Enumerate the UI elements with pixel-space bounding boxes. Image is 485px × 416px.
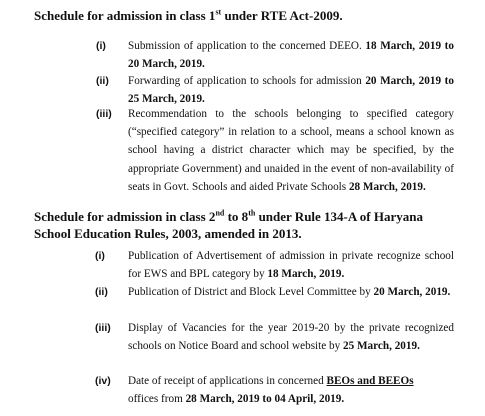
section2-item-date: 18 March, 2019. <box>267 268 345 281</box>
section2-heading-mid: to 8 <box>224 209 249 224</box>
section2-item <box>128 319 454 355</box>
section1-heading-post: under RTE Act-2009. <box>221 8 343 23</box>
section2-item <box>128 283 454 301</box>
section1-item-number: (ii) <box>96 75 109 87</box>
section1-item-text: Submission of application to the concerned DEEO. <box>128 40 366 52</box>
section1-heading-pre: Schedule for admission in class 1 <box>34 8 216 23</box>
section1-item-text: Recommendation to the schools belonging to specified category (“specified category” in relation to a school, means a school known as school having a district character which may be specified, by the appropriate Government) and unaided in the event of non-availability of seats in Govt. Schools and aided Private Schools <box>128 108 454 193</box>
section2-item <box>128 372 454 408</box>
section2-item-text2: offices from <box>128 393 186 406</box>
section2-item-text: Publication of Advertisement of admission in private recognize school for EWS and BPL category by <box>128 250 454 281</box>
section2-item-number: (i) <box>95 250 105 262</box>
section2-item <box>128 247 454 283</box>
section2-item-text: Display of Vacancies for the year 2019-20 by the private recognized schools on Notice Board and school website by <box>128 322 454 353</box>
section2-heading-line2: School Education Rules, 2003, amended in 2013. <box>34 226 302 241</box>
section1-heading-sup: st <box>215 7 222 17</box>
section2-item-number: (ii) <box>95 286 108 298</box>
section2-item-date: 25 March, 2019. <box>343 340 420 353</box>
section1-item-date: 20 March, 2019 to 25 March, 2019. <box>128 75 454 106</box>
section1-item-text: Forwarding of application to schools for admission <box>128 75 366 87</box>
section1-item <box>128 37 454 73</box>
section2-item-text: Date of receipt of applications in concerned <box>128 375 327 387</box>
section2-item-date: 20 March, 2019. <box>373 286 451 298</box>
section1-heading <box>34 7 343 24</box>
section2-heading <box>34 208 423 225</box>
section1-item-number: (iii) <box>96 108 112 120</box>
section2-heading-sup2: th <box>248 208 256 218</box>
section2-item-number: (iv) <box>95 375 111 387</box>
section2-item-underlined: BEOs and BEEOs <box>326 375 414 387</box>
section2-item-date: 28 March, 2019 to 04 April, 2019. <box>185 393 345 406</box>
section2-heading-post: under Rule 134-A of Haryana <box>255 209 423 224</box>
section2-heading-sup1: nd <box>215 208 225 218</box>
section1-item-date: 28 March, 2019. <box>348 180 426 193</box>
section2-item-text: Publication of District and Block Level Committee by <box>128 286 374 298</box>
section2-item-number: (iii) <box>95 322 111 334</box>
section2-heading-pre: Schedule for admission in class 2 <box>34 209 216 224</box>
section1-item <box>128 105 454 196</box>
section1-item <box>128 72 454 108</box>
section1-item-number: (i) <box>96 40 106 52</box>
section1-item-date: 18 March, 2019 to 20 March, 2019. <box>128 40 454 71</box>
